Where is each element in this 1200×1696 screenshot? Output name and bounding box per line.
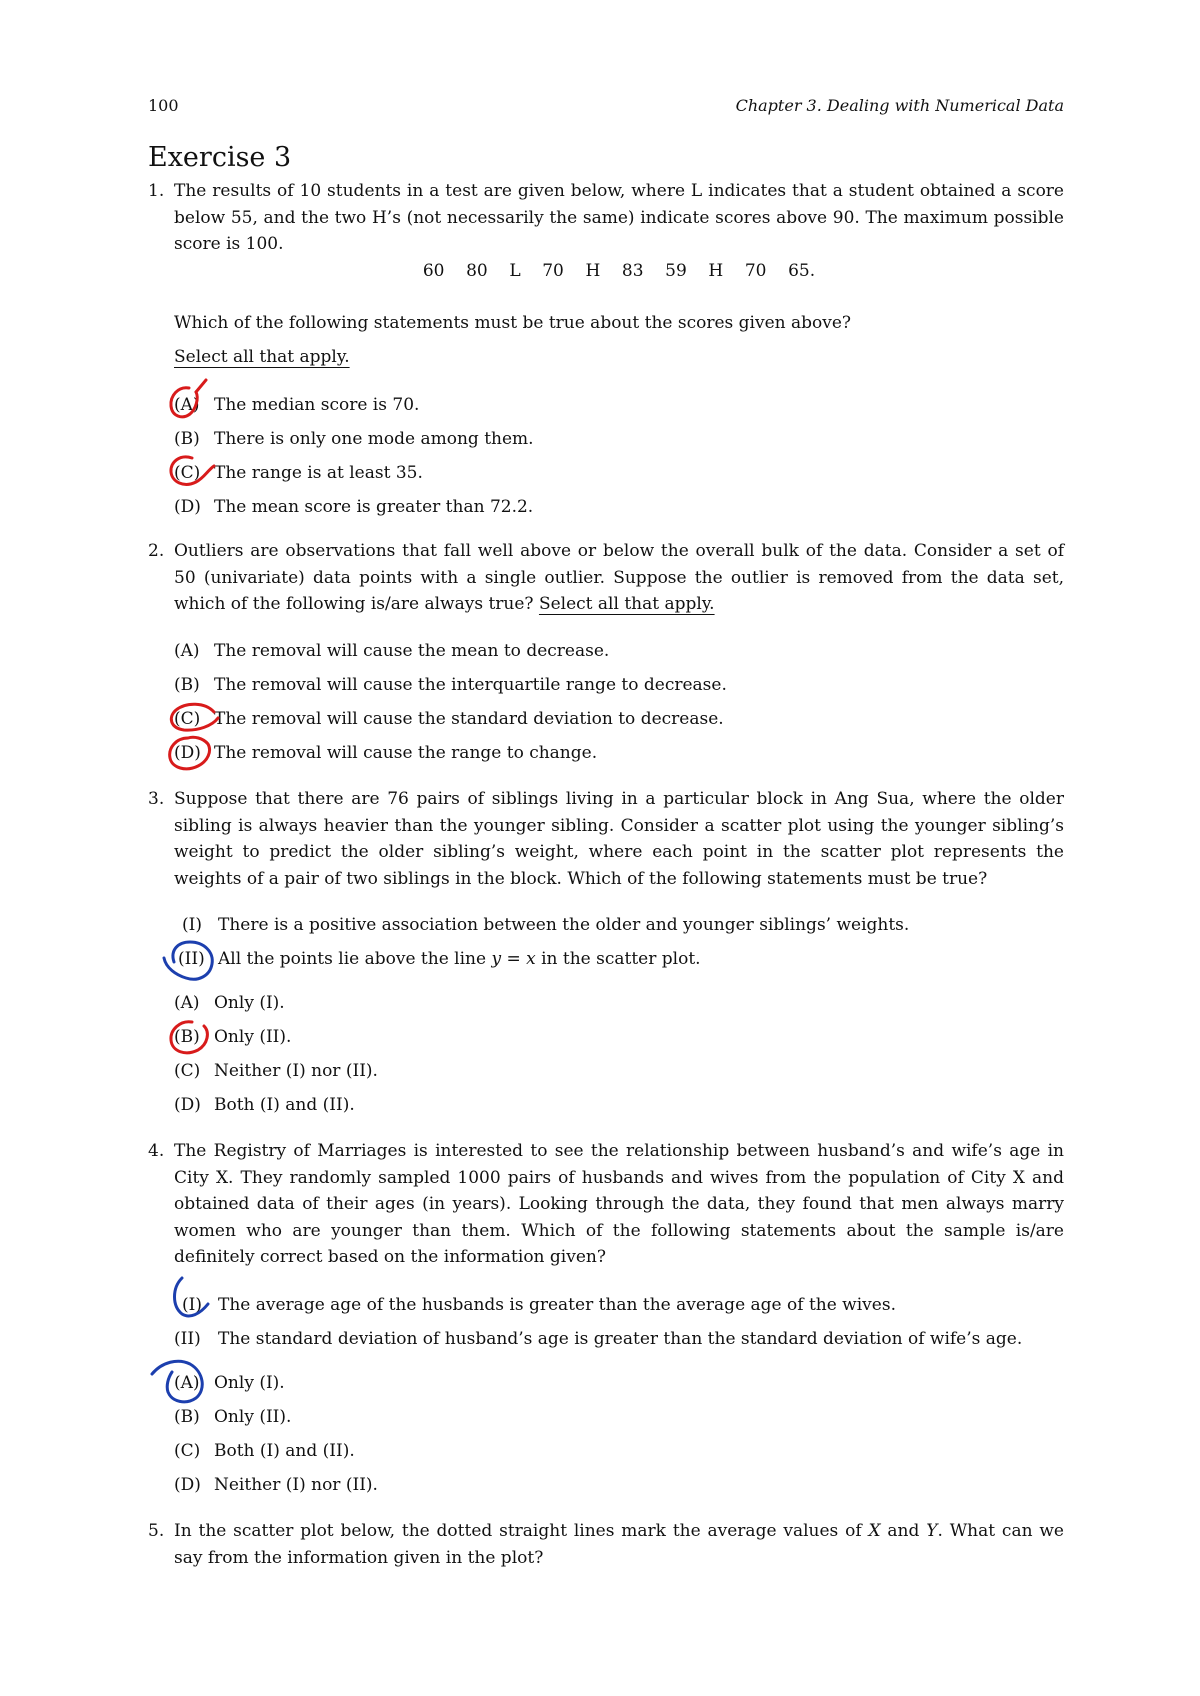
option-text: Only (II). (214, 1407, 292, 1427)
option-text: The removal will cause the standard deviation to decrease. (214, 709, 724, 729)
option-text: Neither (I) nor (II). (214, 1475, 378, 1495)
q4-statement-i (182, 1292, 896, 1318)
q3-option-b[interactable] (174, 1024, 291, 1050)
question-number: 1. (148, 181, 165, 201)
option-text: Both (I) and (II). (214, 1441, 355, 1461)
option-label: (A) (174, 1373, 200, 1393)
q2-option-b[interactable] (174, 672, 727, 698)
select-all-instruction: Select all that apply. (174, 347, 350, 367)
option-text: The median score is 70. (214, 395, 420, 415)
page-number: 100 (148, 96, 179, 115)
option-label: (B) (174, 1407, 200, 1427)
question-text-after: . What can we say from the information given in the plot? (174, 1521, 1064, 1568)
question-text-before: In the scatter plot below, the dotted straight lines mark the average values of (174, 1521, 869, 1541)
option-label: (A) (174, 993, 200, 1013)
option-text: There is only one mode among them. (214, 429, 534, 449)
red-tick-q1-a (196, 380, 206, 392)
q3-statement-i (182, 912, 909, 938)
running-header (148, 94, 1064, 118)
option-text: Only (I). (214, 993, 285, 1013)
q4-option-c[interactable] (174, 1438, 355, 1464)
option-text: Both (I) and (II). (214, 1095, 355, 1115)
option-label: (B) (174, 429, 200, 449)
question-4 (148, 1138, 1064, 1271)
option-label: (B) (174, 675, 200, 695)
question-1 (148, 178, 1064, 284)
option-label: (C) (174, 463, 201, 483)
question-text: Suppose that there are 76 pairs of siblings living in a particular block in Ang Sua, where the older sibling is always heavier than the younger sibling. Consider a scatter plot using the younger sibling’s weight to predict the older sibling’s weight, where each point in the scatter plot represents the weights of a pair of two siblings in the block. Which of the following statements must be true? (174, 789, 1064, 889)
q3-statement-ii (178, 946, 701, 972)
select-all-instruction: Select all that apply. (538, 594, 715, 614)
question-text-mid: and (880, 1521, 927, 1541)
option-label: (D) (174, 497, 201, 517)
statement-text-after: in the scatter plot. (535, 949, 701, 969)
q1-option-a[interactable] (174, 392, 419, 418)
option-label: (A) (174, 395, 200, 415)
option-label: (D) (174, 1095, 201, 1115)
exercise-title: Exercise 3 (148, 142, 292, 173)
statement-text: The standard deviation of husband’s age is greater than the standard deviation of wife’s age. (218, 1329, 1023, 1349)
option-text: The mean score is greater than 72.2. (214, 497, 534, 517)
q4-option-a[interactable] (174, 1370, 285, 1396)
statement-text-before: All the points lie above the line (218, 949, 492, 969)
statement-text: The average age of the husbands is greater than the average age of the wives. (218, 1295, 896, 1315)
question-number: 4. (148, 1141, 165, 1161)
option-text: The removal will cause the interquartile range to decrease. (214, 675, 727, 695)
question-text: Outliers are observations that fall well above or below the overall bulk of the data. Consider a set of 50 (univariate) data points with a single outlier. Suppose the outlier is removed from the data set, which of the following is/are always true? (174, 541, 1064, 614)
option-label: (D) (174, 1475, 201, 1495)
statement-label: (II) (178, 949, 205, 969)
score-data-line: 60 80 L 70 H 83 59 H 70 65. (422, 260, 816, 281)
option-text: The removal will cause the range to change. (214, 743, 598, 763)
option-label: (A) (174, 641, 200, 661)
option-text: The removal will cause the mean to decrease. (214, 641, 610, 661)
option-text: Only (I). (214, 1373, 285, 1393)
option-text: Only (II). (214, 1027, 292, 1047)
q2-option-a[interactable] (174, 638, 609, 664)
question-text: The results of 10 students in a test are given below, where L indicates that a student obtained a score below 55, and the two H’s (not necessarily the same) indicate scores above 90. The maximum possible score is 100. (174, 181, 1064, 254)
q3-option-a[interactable] (174, 990, 285, 1016)
q3-option-d[interactable] (174, 1092, 355, 1118)
statement-label: (I) (182, 915, 202, 935)
question-1-instruction-block (148, 344, 1064, 371)
question-5 (148, 1518, 1064, 1571)
option-label: (B) (174, 1027, 200, 1047)
q1-option-b[interactable] (174, 426, 534, 452)
option-text: Neither (I) nor (II). (214, 1061, 378, 1081)
question-3 (148, 786, 1064, 892)
question-number: 3. (148, 789, 165, 809)
variable-y: Y (926, 1521, 938, 1541)
question-prompt: Which of the following statements must be true about the scores given above? (174, 313, 852, 333)
question-number: 5. (148, 1521, 165, 1541)
option-label: (C) (174, 709, 201, 729)
q2-option-c[interactable] (174, 706, 724, 732)
option-text: The range is at least 35. (214, 463, 423, 483)
variable-x: X (868, 1521, 881, 1541)
statement-label: (I) (182, 1295, 202, 1315)
q4-option-d[interactable] (174, 1472, 378, 1498)
question-text: The Registry of Marriages is interested to see the relationship between husband’s and wife’s age in City X. They randomly sampled 1000 pairs of husbands and wives from the population of City X and obtained data of their ages (in years). Looking through the data, they found that men always marry women who are younger than them. Which of the following statements about the sample is/are definitely correct based on the information given? (174, 1141, 1064, 1267)
q2-option-d[interactable] (174, 740, 597, 766)
q4-statement-ii (174, 1326, 1022, 1352)
option-label: (C) (174, 1061, 201, 1081)
statement-text: There is a positive association between the older and younger siblings’ weights. (218, 915, 910, 935)
option-label: (D) (174, 743, 201, 763)
statement-label: (II) (174, 1329, 201, 1349)
q4-option-b[interactable] (174, 1404, 291, 1430)
math-expression: y = x (491, 949, 536, 969)
q3-option-c[interactable] (174, 1058, 378, 1084)
question-number: 2. (148, 541, 165, 561)
q1-option-d[interactable] (174, 494, 533, 520)
question-2 (148, 538, 1064, 618)
chapter-title: Chapter 3. Dealing with Numerical Data (735, 96, 1064, 115)
q1-option-c[interactable] (174, 460, 423, 486)
option-label: (C) (174, 1441, 201, 1461)
question-1-prompt-block (148, 310, 1064, 337)
